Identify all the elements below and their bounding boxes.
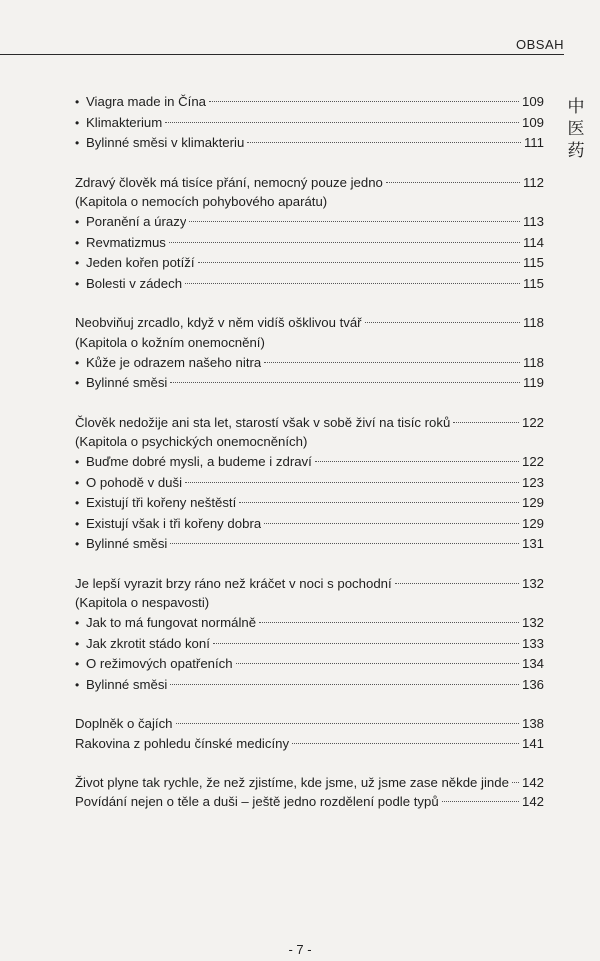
toc-subentry: [75, 92, 544, 113]
bullet-icon: •: [75, 537, 80, 552]
bullet-icon: •: [75, 115, 80, 130]
toc-entry-title: Jak to má fungovat normálně: [86, 615, 257, 631]
toc-page-number: 115: [522, 255, 544, 271]
toc-page-number: 129: [521, 495, 544, 511]
toc-page-number: 129: [521, 515, 544, 531]
toc-entry-title: Je lepší vyrazit brzy ráno než kráčet v noci s pochodní: [75, 575, 392, 591]
bullet-icon: •: [75, 355, 80, 370]
toc-entry-title: Člověk nedožije ani sta let, starostí však v sobě živí na tisíc roků: [75, 414, 451, 430]
toc-page-number: 119: [522, 375, 544, 391]
dot-leader: [185, 283, 520, 284]
dot-leader: [453, 422, 519, 423]
toc-subentry: [75, 233, 544, 254]
dot-leader: [239, 502, 519, 503]
bullet-icon: •: [75, 376, 80, 391]
toc-subentry: [75, 373, 544, 394]
toc-entry-title: Existují však i tři kořeny dobra: [86, 515, 262, 531]
dot-leader: [189, 221, 520, 222]
toc-entry: [75, 432, 544, 452]
toc-entry-title: Jak zkrotit stádo koní: [86, 635, 210, 651]
bullet-icon: •: [75, 235, 80, 250]
toc-entry-title: Kůže je odrazem našeho nitra: [86, 354, 262, 370]
toc-section: [75, 714, 544, 753]
toc-entry: [75, 313, 544, 333]
dot-leader: [213, 643, 519, 644]
chinese-medicine-seal: [566, 96, 586, 162]
toc-entry-title: Bylinné směsi: [86, 536, 168, 552]
toc-entry-title: (Kapitola o nemocích pohybového aparátu): [75, 194, 328, 210]
toc-subentry: [75, 675, 544, 696]
bullet-icon: •: [75, 475, 80, 490]
dot-leader: [198, 262, 520, 263]
toc-page-number: 132: [521, 575, 544, 591]
toc-entry-title: Bylinné směsi: [86, 375, 168, 391]
bullet-icon: •: [75, 214, 80, 229]
toc-subentry: [75, 113, 544, 134]
dot-leader: [259, 622, 519, 623]
page-number: - 7 -: [288, 942, 312, 957]
toc-subentry: [75, 613, 544, 634]
header-title: OBSAH: [515, 37, 564, 52]
dot-leader: [442, 801, 519, 802]
toc-section: [75, 574, 544, 696]
toc-subentry: [75, 493, 544, 514]
toc-entry: [75, 734, 544, 754]
toc-page-number: 113: [522, 213, 544, 229]
toc-page-number: 122: [521, 414, 544, 430]
toc-page-number: 132: [521, 615, 544, 631]
toc-entry-title: Buďme dobré mysli, a budeme i zdraví: [86, 453, 312, 469]
toc-page-number: 131: [521, 536, 544, 552]
toc-page-number: 142: [521, 774, 544, 790]
toc-entry: [75, 173, 544, 193]
toc-subentry: [75, 253, 544, 274]
toc-entry-title: Rakovina z pohledu čínské medicíny: [75, 736, 290, 752]
toc-entry-title: Existují tři kořeny neštěstí: [86, 495, 237, 511]
toc-page-number: 134: [521, 656, 544, 672]
toc-entry: [75, 792, 544, 812]
toc-entry-title: Zdravý člověk má tisíce přání, nemocný pouze jedno: [75, 174, 383, 190]
toc-entry-title: Bolesti v zádech: [86, 275, 183, 291]
toc-section: [75, 313, 544, 393]
toc-entry-title: (Kapitola o nespavosti): [75, 595, 210, 611]
toc-page-number: 115: [522, 275, 544, 291]
bullet-icon: •: [75, 516, 80, 531]
toc-entry-title: Bylinné směsi: [86, 676, 168, 692]
toc-entry-title: Neobviňuj zrcadlo, když v něm vidíš ošklivou tvář: [75, 315, 362, 331]
bullet-icon: •: [75, 454, 80, 469]
toc-entry-title: Viagra made in Čína: [86, 94, 206, 109]
toc-entry: [75, 413, 544, 433]
header-rule: [0, 54, 564, 55]
toc-entry: [75, 333, 544, 353]
toc-subentry: [75, 634, 544, 655]
bullet-icon: •: [75, 636, 80, 651]
toc-page-number: 122: [521, 453, 544, 469]
dot-leader: [247, 142, 521, 143]
toc-entry-title: O pohodě v duši: [86, 474, 183, 490]
toc-entry-title: Jeden kořen potíží: [86, 255, 195, 271]
toc-subentry: [75, 133, 544, 154]
dot-leader: [264, 523, 519, 524]
dot-leader: [170, 543, 519, 544]
dot-leader: [176, 723, 519, 724]
toc-page-number: 114: [522, 234, 544, 250]
bullet-icon: •: [75, 136, 80, 151]
bullet-icon: •: [75, 677, 80, 692]
toc-entry-title: Život plyne tak rychle, že než zjistíme, kde jsme, už jsme zase někde jinde: [75, 774, 509, 790]
toc-page-number: 123: [521, 474, 544, 490]
bullet-icon: •: [75, 496, 80, 511]
toc-subentry: [75, 654, 544, 675]
toc-page-number: 111: [523, 135, 544, 151]
toc-section: [75, 413, 544, 555]
toc-page-number: 133: [521, 635, 544, 651]
bullet-icon: •: [75, 657, 80, 672]
seal-glyph: 医: [567, 119, 585, 139]
seal-glyph: 药: [567, 141, 585, 161]
dot-leader: [365, 322, 520, 323]
seal-glyph: 中: [567, 97, 585, 117]
toc-entry-title: O režimových opatřeních: [86, 656, 233, 672]
toc-entry: [75, 192, 544, 212]
dot-leader: [236, 663, 519, 664]
dot-leader: [170, 382, 520, 383]
bullet-icon: •: [75, 276, 80, 291]
toc-entry: [75, 574, 544, 594]
toc-entry: [75, 773, 544, 793]
bullet-icon: •: [75, 95, 80, 109]
dot-leader: [169, 242, 520, 243]
toc-subentry: [75, 274, 544, 295]
table-of-contents: [75, 92, 544, 812]
toc-entry-title: (Kapitola o kožním onemocnění): [75, 334, 265, 350]
toc-entry-title: Doplněk o čajích: [75, 716, 173, 732]
toc-subentry: [75, 473, 544, 494]
toc-entry-title: Povídání nejen o těle a duši – ještě jedno rozdělení podle typů: [75, 794, 439, 810]
toc-subentry: [75, 514, 544, 535]
dot-leader: [185, 482, 519, 483]
bullet-icon: •: [75, 256, 80, 271]
toc-entry-title: Poranění a úrazy: [86, 213, 187, 229]
toc-page-number: 141: [521, 736, 544, 752]
toc-section: [75, 773, 544, 812]
toc-subentry: [75, 452, 544, 473]
toc-page-number: 109: [521, 114, 544, 130]
bullet-icon: •: [75, 616, 80, 631]
dot-leader: [315, 461, 519, 462]
toc-subentry: [75, 534, 544, 555]
toc-subentry: [75, 212, 544, 233]
toc-page-number: 112: [522, 174, 544, 190]
toc-entry-title: (Kapitola o psychických onemocněních): [75, 434, 308, 450]
dot-leader: [395, 583, 519, 584]
toc-page-number: 136: [521, 676, 544, 692]
dot-leader: [209, 101, 519, 102]
toc-section: [75, 173, 544, 295]
dot-leader: [165, 122, 519, 123]
toc-page-number: 138: [521, 716, 544, 732]
dot-leader: [264, 362, 520, 363]
toc-entry: [75, 593, 544, 613]
toc-entry-title: Klimakterium: [86, 114, 163, 130]
toc-page-number: 118: [522, 315, 544, 331]
dot-leader: [512, 782, 519, 783]
toc-page-number: 109: [521, 94, 544, 109]
toc-entry: [75, 714, 544, 734]
toc-entry-title: Bylinné směsi v klimakteriu: [86, 135, 245, 151]
toc-page-number: 118: [522, 354, 544, 370]
dot-leader: [292, 743, 519, 744]
toc-page-number: 142: [521, 794, 544, 810]
dot-leader: [386, 182, 520, 183]
toc-subentry: [75, 353, 544, 374]
toc-section: [75, 92, 544, 154]
toc-entry-title: Revmatizmus: [86, 234, 166, 250]
dot-leader: [170, 684, 519, 685]
